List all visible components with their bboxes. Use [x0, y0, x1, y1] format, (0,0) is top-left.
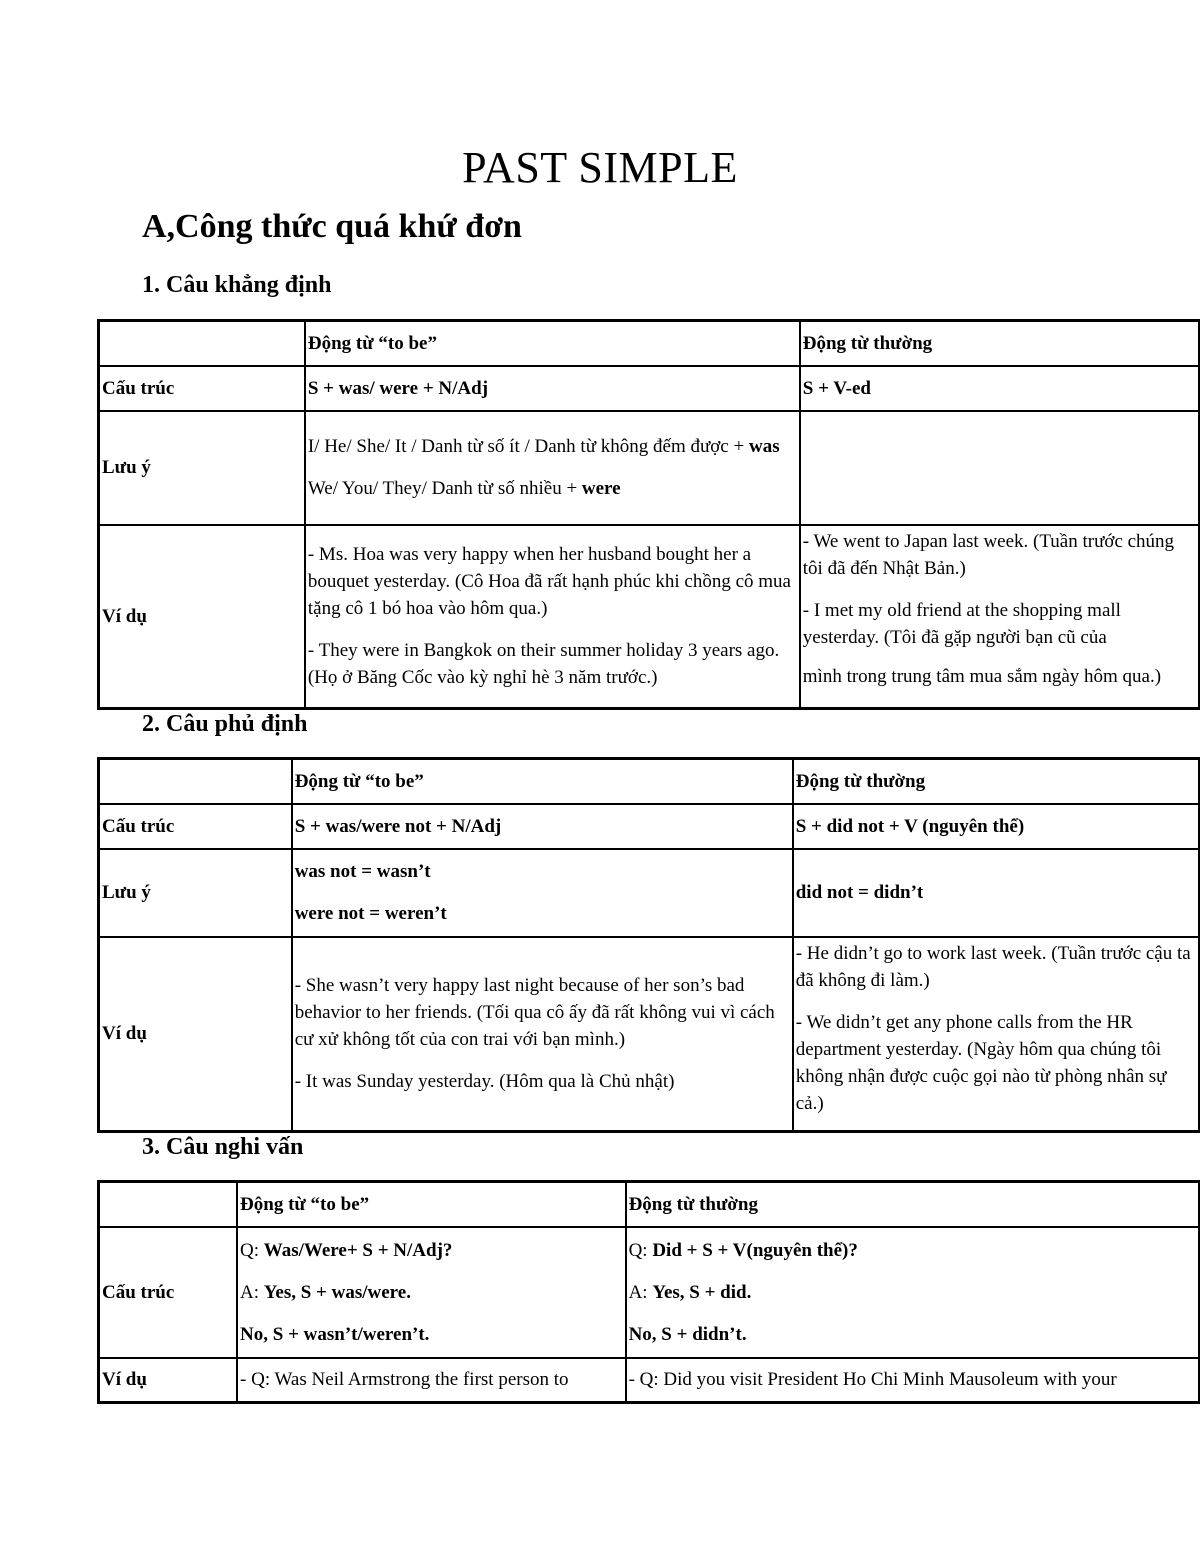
- example-text: - Ms. Hoa was very happy when her husband bought her a bouquet yesterday. (Cô Hoa đã rất hạnh phúc khi chồng cô mua tặng cô 1 bó hoa vào hôm qua.): [307, 544, 791, 620]
- question-heading: 3. Câu nghi vấn: [142, 1134, 304, 1160]
- example-text: mình trong trung tâm mua sắm ngày hôm qua.): [802, 665, 1162, 687]
- note-regular: did not = didn’t: [793, 849, 1199, 937]
- affirmative-table: [97, 319, 1200, 710]
- note-text: were not = weren’t: [294, 903, 447, 924]
- col-header-regular: Động từ thường: [793, 759, 1199, 804]
- note-text: was not = wasn’t: [294, 861, 431, 882]
- table-row: [99, 366, 1200, 411]
- row-label: Ví dụ: [99, 937, 292, 1132]
- a-text: Yes, S + was/were.: [263, 1281, 411, 1303]
- note-text: I/ He/ She/ It / Danh từ số ít / Danh từ không đếm được +: [307, 436, 749, 457]
- affirmative-heading: 1. Câu khẳng định: [142, 272, 332, 298]
- row-label: Lưu ý: [99, 411, 305, 525]
- table-row: [99, 804, 1200, 849]
- example-text: - They were in Bangkok on their summer holiday 3 years ago. (Họ ở Băng Cốc vào kỳ nghỉ hè 3 năm trước.): [307, 640, 780, 689]
- row-label: Cấu trúc: [99, 804, 292, 849]
- note-regular: [800, 411, 1199, 525]
- structure-regular: [626, 1227, 1199, 1358]
- col-header-regular: Động từ thường: [626, 1182, 1199, 1227]
- example-text: - We didn’t get any phone calls from the HR department yesterday. (Ngày hôm qua chúng tôi không nhận được cuộc gọi nào từ phòng nhân sự cả.): [795, 1011, 1167, 1114]
- a-text: Yes, S + did.: [652, 1281, 752, 1303]
- structure-tobe: [237, 1227, 626, 1358]
- page-title: PAST SIMPLE: [462, 143, 738, 192]
- table-row: [99, 759, 1200, 804]
- table-row: [99, 411, 1200, 525]
- a-prefix: A:: [628, 1281, 653, 1303]
- table-row: [99, 937, 1200, 1132]
- table-row: [99, 1182, 1200, 1227]
- q-prefix: Q:: [628, 1239, 653, 1261]
- negative-heading: 2. Câu phủ định: [142, 711, 308, 737]
- section-heading: A,Công thức quá khứ đơn: [142, 208, 522, 245]
- row-label: Lưu ý: [99, 849, 292, 937]
- example-text: - We went to Japan last week. (Tuần trước chúng tôi đã đến Nhật Bản.): [802, 530, 1175, 579]
- structure-regular: S + V-ed: [800, 366, 1199, 411]
- q-prefix: Q:: [240, 1239, 264, 1261]
- col-header-regular: Động từ thường: [800, 321, 1199, 366]
- example-text: - It was Sunday yesterday. (Hôm qua là Chủ nhật): [294, 1071, 675, 1093]
- col-header-tobe: Động từ “to be”: [292, 759, 793, 804]
- structure-tobe: S + was/were not + N/Adj: [292, 804, 793, 849]
- row-label: Ví dụ: [99, 1358, 238, 1403]
- q-text: Was/Were+ S + N/Adj?: [263, 1239, 453, 1261]
- note-bold: was: [748, 436, 780, 457]
- example-regular: [793, 937, 1199, 1132]
- example-tobe: [305, 525, 800, 709]
- example-text: - He didn’t go to work last week. (Tuần trước cậu ta đã không đi làm.): [795, 942, 1191, 991]
- row-label: Ví dụ: [99, 525, 305, 709]
- empty-cell: [99, 321, 305, 366]
- table-row: [99, 525, 1200, 709]
- question-table: [97, 1180, 1200, 1404]
- example-regular: - Q: Did you visit President Ho Chi Minh Mausoleum with your: [626, 1358, 1199, 1403]
- table-row: [99, 1358, 1200, 1403]
- col-header-tobe: Động từ “to be”: [305, 321, 800, 366]
- row-label: Cấu trúc: [99, 366, 305, 411]
- a-prefix: A:: [240, 1281, 264, 1303]
- table-row: [99, 321, 1200, 366]
- no-text: No, S + wasn’t/weren’t.: [240, 1323, 430, 1345]
- empty-cell: [99, 759, 292, 804]
- structure-regular: S + did not + V (nguyên thể): [793, 804, 1199, 849]
- table-row: [99, 849, 1200, 937]
- no-text: No, S + didn’t.: [628, 1323, 747, 1345]
- example-text: - She wasn’t very happy last night because of her son’s bad behavior to her friends. (Tối qua cô ấy đã rất không vui vì cách cư xử không tốt của con trai với bạn mình.): [294, 975, 775, 1051]
- empty-cell: [99, 1182, 238, 1227]
- structure-tobe: S + was/ were + N/Adj: [305, 366, 800, 411]
- negative-table: [97, 757, 1200, 1133]
- q-text: Did + S + V(nguyên thể)?: [652, 1239, 858, 1261]
- col-header-tobe: Động từ “to be”: [237, 1182, 626, 1227]
- note-tobe: [292, 849, 793, 937]
- example-tobe: [292, 937, 793, 1132]
- row-label: Cấu trúc: [99, 1227, 238, 1358]
- note-bold: were: [581, 478, 621, 499]
- example-text: - I met my old friend at the shopping mall yesterday. (Tôi đã gặp người bạn cũ của: [802, 599, 1121, 648]
- example-tobe: - Q: Was Neil Armstrong the first person to: [237, 1358, 626, 1403]
- example-regular: [800, 525, 1199, 709]
- note-text: We/ You/ They/ Danh từ số nhiều +: [307, 478, 582, 499]
- note-tobe: [305, 411, 800, 525]
- table-row: [99, 1227, 1200, 1358]
